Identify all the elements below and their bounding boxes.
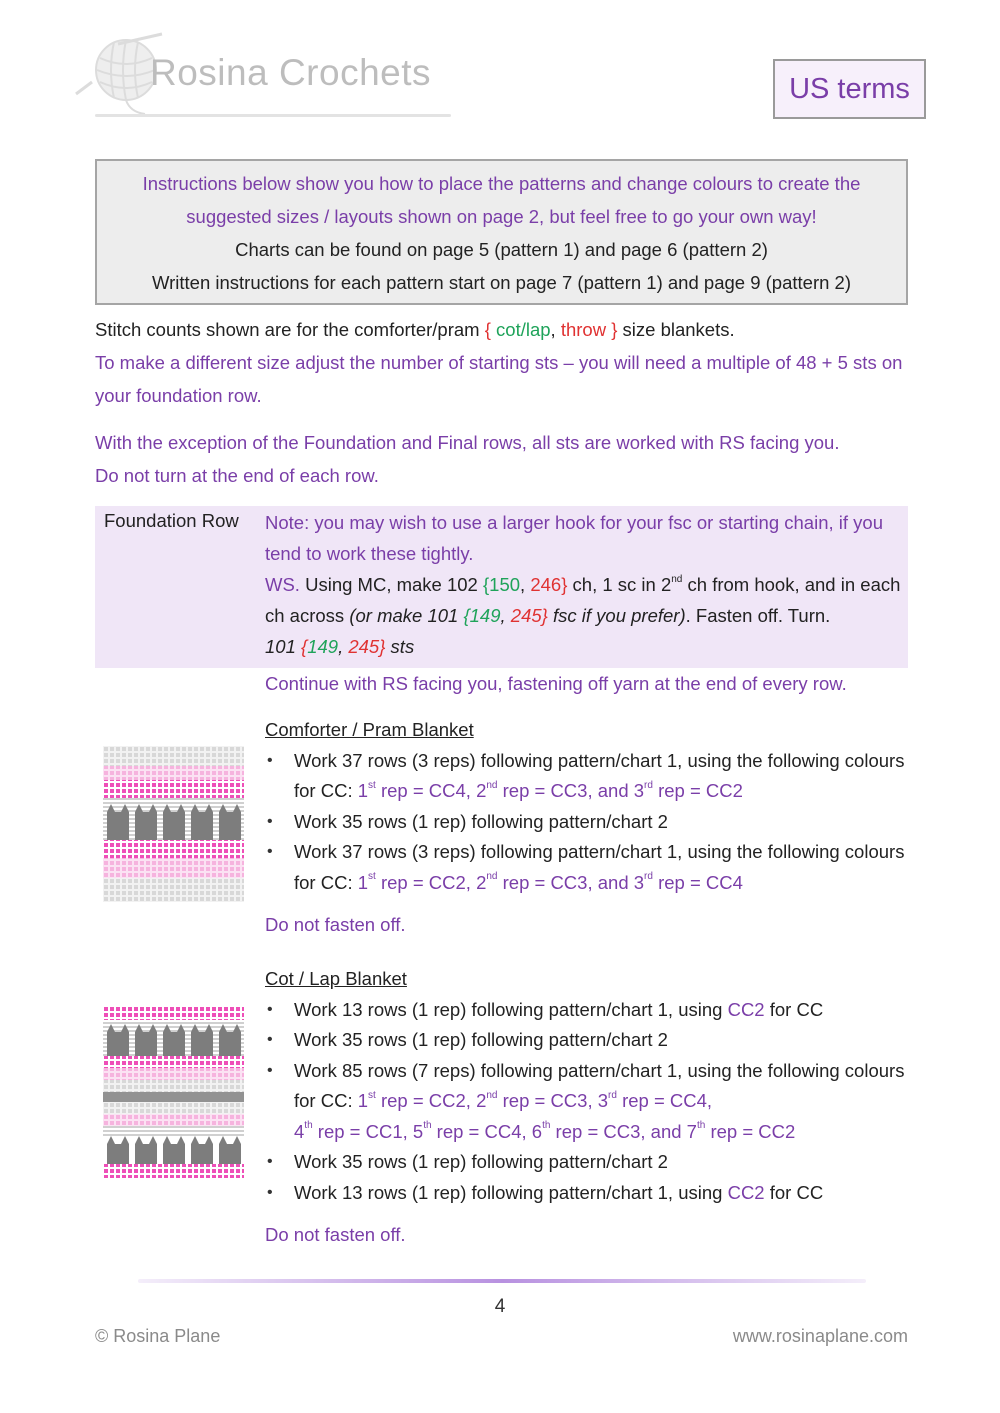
- comforter-steps: [265, 746, 910, 899]
- superscript: th: [423, 1120, 432, 1132]
- intro-line-2: suggested sizes / layouts shown on page 2, but feel free to go your own way!: [186, 206, 817, 227]
- brace: }: [541, 605, 548, 626]
- rep: rep = CC3, and 3: [497, 780, 645, 801]
- rep: rep = CC3, and 7: [550, 1120, 697, 1142]
- list-item: • Work 35 rows (1 rep) following pattern/chart 2: [265, 1147, 910, 1178]
- page-5-note: (pattern 1) and: [489, 239, 621, 260]
- superscript: nd: [486, 871, 498, 883]
- stitch-prefix: Stitch counts shown are for the: [95, 319, 355, 340]
- rep: 1: [357, 871, 369, 893]
- comforter-section: [265, 715, 910, 941]
- comma: ,: [500, 605, 511, 626]
- size-comma: ,: [550, 319, 561, 340]
- page-number: 4: [494, 1296, 506, 1317]
- rep: rep = CC2: [652, 780, 743, 801]
- charts-mid: can be found on: [289, 239, 433, 260]
- rep: rep = CC3, 3: [497, 1090, 609, 1111]
- page-7-ref: page 7: [515, 272, 573, 293]
- rs-facing-note: [95, 426, 910, 492]
- make-text: , make 102: [386, 574, 483, 595]
- rep: rep = CC4: [652, 871, 743, 893]
- comma: ,: [338, 636, 349, 657]
- rep: rep = CC2, 2: [375, 871, 487, 893]
- page-7-note: (pattern 1) and: [572, 272, 704, 293]
- different-size-note: To make a different size adjust the number of starting sts – you will need a multiple of 48 + 5 sts on your foundation row.: [95, 352, 903, 406]
- brace: }: [379, 636, 386, 657]
- sts-149: 149: [307, 636, 339, 657]
- rs-note-line-2: Do not turn at the end of each row.: [95, 465, 379, 486]
- brace: }: [561, 574, 568, 595]
- page-9-ref: page 9: [703, 272, 761, 293]
- rep: rep = CC1, 5: [312, 1120, 424, 1142]
- page-9-note: (pattern 2): [760, 272, 851, 293]
- step-text: for CC: [764, 998, 824, 1020]
- charts-label: Charts: [235, 239, 290, 260]
- ws-label: WS.: [265, 574, 300, 595]
- comma: ,: [520, 574, 531, 595]
- brace-open: {: [484, 319, 497, 340]
- intro-charts-line: [97, 233, 906, 266]
- step-text: Work 85 rows (7 reps) following pattern/chart 1, using the following colours for CC:: [294, 1059, 905, 1111]
- superscript: nd: [486, 1089, 498, 1101]
- stitch-suffix: size blankets.: [617, 319, 735, 340]
- footer-divider: [138, 1279, 866, 1283]
- list-item: • Work 35 rows (1 rep) following pattern/chart 2: [265, 1025, 910, 1056]
- fsc-pref-text: fsc if you prefer): [547, 605, 686, 626]
- brace-close: }: [606, 319, 618, 340]
- rep: rep = CC4, 2: [375, 780, 487, 801]
- step-text: for CC: [764, 1181, 824, 1203]
- size-comforter: comforter/pram: [354, 319, 485, 340]
- fasten-text: . Fasten off.: [685, 605, 788, 626]
- superscript: rd: [608, 1089, 617, 1101]
- foundation-row-text: [265, 506, 903, 662]
- stitch-counts-paragraph: [95, 313, 910, 412]
- foundation-row-label: Foundation Row: [104, 510, 239, 531]
- step-text: Work 37 rows (3 reps) following pattern/chart 1, using the following colours for CC:: [294, 841, 905, 893]
- website-link[interactable]: www.rosinaplane.com: [732, 1326, 908, 1346]
- cot-end-note: Do not fasten off.: [265, 1224, 406, 1245]
- rep: rep = CC4,: [616, 1090, 713, 1111]
- cot-section: [265, 964, 910, 1251]
- rs-note-line-1: With the exception of the Foundation and Final rows, all sts are worked with RS facing you.: [95, 432, 840, 453]
- brace: {: [482, 574, 490, 595]
- brace: {: [463, 605, 470, 626]
- turn-label: Turn: [787, 605, 826, 626]
- ch-text: ch, 1 sc in 2: [567, 574, 672, 595]
- rep: 4: [294, 1120, 305, 1142]
- fsc-149: 149: [469, 605, 501, 626]
- page-5-ref: page 5: [432, 239, 490, 260]
- brand-underline: [95, 114, 451, 117]
- superscript: th: [696, 1120, 706, 1132]
- cot-steps: [265, 995, 910, 1209]
- list-item: • Work 35 rows (1 rep) following pattern/chart 2: [265, 807, 910, 838]
- list-item: [265, 746, 910, 807]
- using-text: Using: [299, 574, 358, 595]
- rep: 1: [357, 1090, 369, 1111]
- continue-note: Continue with RS facing you, fastening off yarn at the end of every row.: [265, 673, 847, 694]
- cc2-label: CC2: [727, 1181, 765, 1203]
- cot-blanket-image: [103, 1006, 244, 1178]
- intro-line-1: Instructions below show you how to place the patterns and change colours to create the: [142, 173, 861, 194]
- brace: {: [301, 636, 308, 657]
- page-6-ref: page 6: [620, 239, 678, 260]
- mc-label: MC: [357, 574, 387, 595]
- rep: 1: [357, 780, 369, 801]
- list-item: [265, 995, 910, 1026]
- superscript: rd: [644, 779, 653, 791]
- superscript: th: [542, 1120, 551, 1132]
- superscript: st: [368, 779, 376, 791]
- superscript: st: [368, 871, 376, 883]
- cc2-label: CC2: [727, 998, 765, 1020]
- written-mid: for each pattern start on: [308, 272, 516, 293]
- intro-box: [95, 159, 908, 305]
- count-150: 150: [489, 574, 521, 595]
- comforter-end-note: Do not fasten off.: [265, 914, 406, 935]
- step-text: Work 13 rows (1 rep) following pattern/chart 1, using: [294, 1181, 728, 1203]
- comforter-blanket-image: [103, 746, 244, 902]
- size-cot-lap: cot/lap: [496, 319, 551, 340]
- list-item: [265, 837, 910, 898]
- rep: rep = CC4, 6: [431, 1120, 543, 1142]
- foundation-note: Note: you may wish to use a larger hook for your fsc or starting chain, if you tend to work these tightly.: [265, 512, 883, 564]
- sts-word: sts: [385, 636, 415, 657]
- cot-heading: Cot / Lap Blanket: [265, 968, 407, 989]
- list-item: [265, 1056, 910, 1148]
- superscript: nd: [671, 573, 683, 585]
- copyright-text: © Rosina Plane: [95, 1326, 221, 1346]
- sts-101: 101: [265, 636, 302, 657]
- step-text: Work 13 rows (1 rep) following pattern/chart 1, using: [294, 998, 728, 1020]
- step-text: Work 37 rows (3 reps) following pattern/chart 1, using the following colours for CC:: [294, 749, 905, 801]
- period: .: [825, 605, 831, 626]
- stitch-counts-line: [95, 313, 910, 346]
- rep: rep = CC2: [705, 1120, 796, 1142]
- superscript: th: [304, 1120, 313, 1132]
- written-label: Written instructions: [152, 272, 309, 293]
- superscript: rd: [644, 871, 653, 883]
- rest-text: ch from hook, and in each ch across: [265, 574, 901, 626]
- superscript: nd: [486, 779, 498, 791]
- or-make-text: (or make 101: [349, 605, 464, 626]
- count-246: 246: [530, 574, 562, 595]
- foundation-row-block: [95, 506, 908, 668]
- rep: rep = CC2, 2: [375, 1090, 487, 1111]
- superscript: st: [368, 1089, 376, 1101]
- rep: rep = CC3, and 3: [497, 871, 645, 893]
- size-throw: throw: [560, 319, 607, 340]
- brand-title: Rosina Crochets: [150, 52, 432, 93]
- fsc-245: 245: [510, 605, 542, 626]
- comforter-heading: Comforter / Pram Blanket: [265, 719, 474, 740]
- list-item: [265, 1178, 910, 1209]
- foundation-stitch-count: [265, 631, 903, 662]
- foundation-instruction: [265, 569, 903, 631]
- us-terms-badge: US terms: [773, 59, 926, 119]
- page-6-note: (pattern 2): [677, 239, 768, 260]
- intro-written-line: [97, 266, 906, 299]
- sts-245: 245: [348, 636, 380, 657]
